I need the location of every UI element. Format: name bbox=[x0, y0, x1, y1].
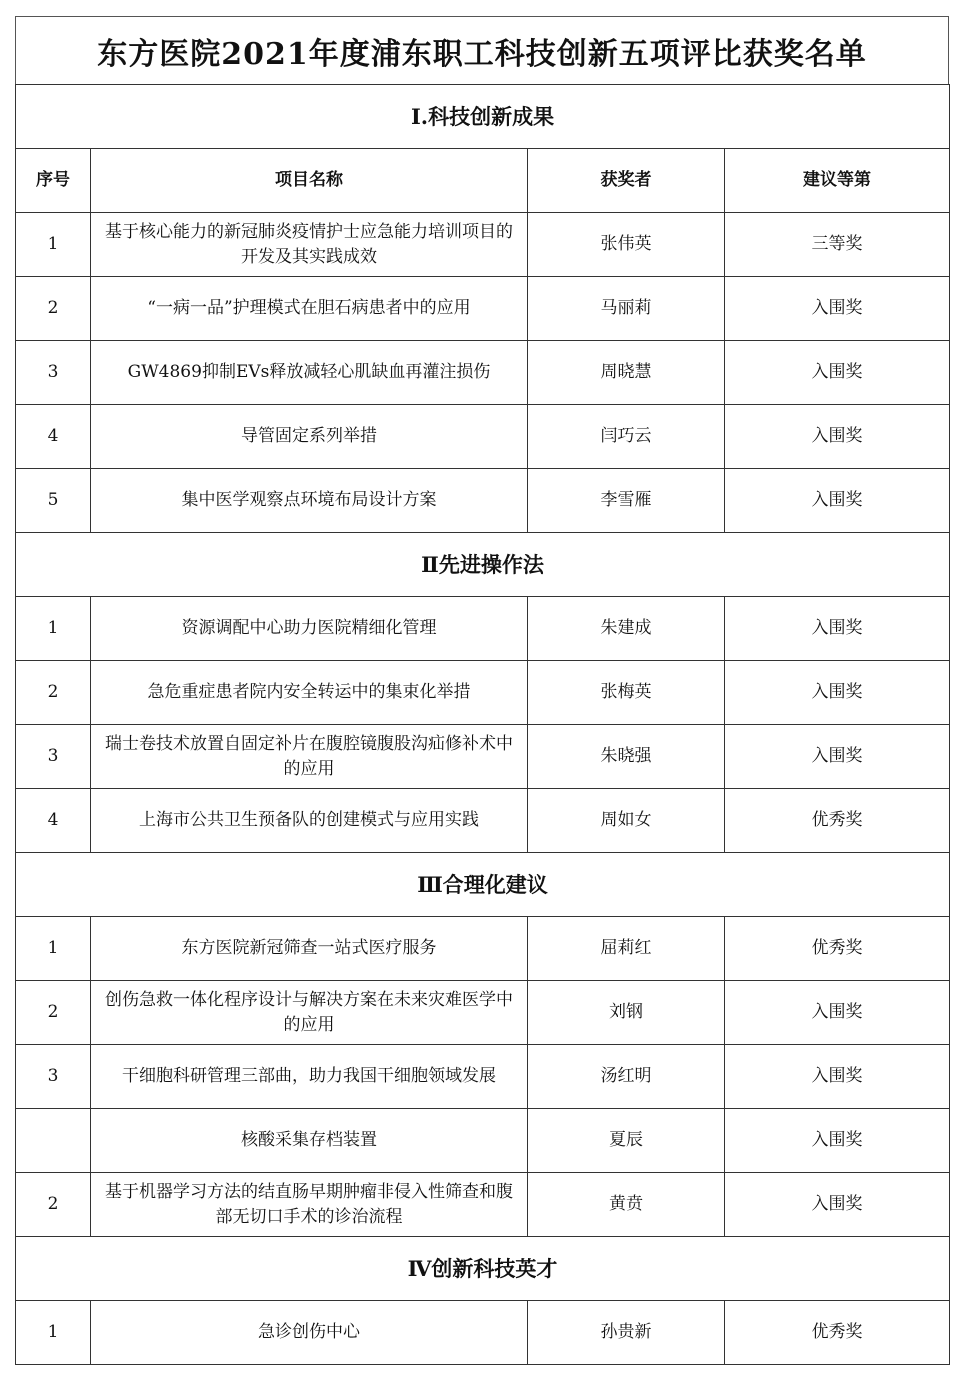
header-number: 序号 bbox=[16, 149, 91, 213]
table-row bbox=[16, 661, 950, 725]
table-row bbox=[16, 725, 950, 789]
grade-cell: 入围奖 bbox=[725, 597, 950, 661]
project-name-cell: 导管固定系列举措 bbox=[91, 405, 528, 469]
section-heading: Ⅳ创新科技英才 bbox=[16, 1237, 950, 1301]
grade-cell: 入围奖 bbox=[725, 405, 950, 469]
column-header-row bbox=[16, 149, 950, 213]
row-number-cell: 3 bbox=[16, 1045, 91, 1109]
winner-cell: 黄贲 bbox=[528, 1173, 725, 1237]
header-grade: 建议等第 bbox=[725, 149, 950, 213]
row-number-cell: 2 bbox=[16, 661, 91, 725]
row-number-cell: 3 bbox=[16, 341, 91, 405]
table-row bbox=[16, 341, 950, 405]
project-name-cell: 基于机器学习方法的结直肠早期肿瘤非侵入性筛查和腹部无切口手术的诊治流程 bbox=[91, 1173, 528, 1237]
table-row bbox=[16, 213, 950, 277]
table-row bbox=[16, 277, 950, 341]
winner-cell: 李雪雁 bbox=[528, 469, 725, 533]
table-row bbox=[16, 597, 950, 661]
project-name-cell: 上海市公共卫生预备队的创建模式与应用实践 bbox=[91, 789, 528, 853]
winner-cell: 张梅英 bbox=[528, 661, 725, 725]
table-row bbox=[16, 917, 950, 981]
award-document bbox=[15, 16, 949, 1365]
header-winner: 获奖者 bbox=[528, 149, 725, 213]
project-name-cell: 急危重症患者院内安全转运中的集束化举措 bbox=[91, 661, 528, 725]
grade-cell: 优秀奖 bbox=[725, 1301, 950, 1365]
table-row bbox=[16, 1045, 950, 1109]
grade-cell: 入围奖 bbox=[725, 1173, 950, 1237]
project-name-cell: 集中医学观察点环境布局设计方案 bbox=[91, 469, 528, 533]
grade-cell: 入围奖 bbox=[725, 277, 950, 341]
winner-cell: 闫巧云 bbox=[528, 405, 725, 469]
grade-cell: 入围奖 bbox=[725, 469, 950, 533]
row-number-cell: 2 bbox=[16, 277, 91, 341]
winner-cell: 张伟英 bbox=[528, 213, 725, 277]
project-name-cell: 基于核心能力的新冠肺炎疫情护士应急能力培训项目的开发及其实践成效 bbox=[91, 213, 528, 277]
winner-cell: 汤红明 bbox=[528, 1045, 725, 1109]
winner-cell: 朱建成 bbox=[528, 597, 725, 661]
section-heading: I.科技创新成果 bbox=[16, 85, 950, 149]
section-heading-row bbox=[16, 1237, 950, 1301]
grade-cell: 入围奖 bbox=[725, 1045, 950, 1109]
grade-cell: 入围奖 bbox=[725, 725, 950, 789]
project-name-cell: 干细胞科研管理三部曲，助力我国干细胞领域发展 bbox=[91, 1045, 528, 1109]
row-number-cell: 1 bbox=[16, 1301, 91, 1365]
header-project-name: 项目名称 bbox=[91, 149, 528, 213]
row-number-cell: 2 bbox=[16, 981, 91, 1045]
winner-cell: 刘钢 bbox=[528, 981, 725, 1045]
winner-cell: 夏辰 bbox=[528, 1109, 725, 1173]
section-heading: Ⅱ先进操作法 bbox=[16, 533, 950, 597]
winner-cell: 周晓慧 bbox=[528, 341, 725, 405]
grade-cell: 优秀奖 bbox=[725, 789, 950, 853]
project-name-cell: 资源调配中心助力医院精细化管理 bbox=[91, 597, 528, 661]
table-row bbox=[16, 981, 950, 1045]
row-number-cell: 1 bbox=[16, 213, 91, 277]
award-table-body bbox=[16, 85, 950, 1365]
table-row bbox=[16, 405, 950, 469]
section-heading-row bbox=[16, 853, 950, 917]
section-heading-row bbox=[16, 533, 950, 597]
row-number-cell: 3 bbox=[16, 725, 91, 789]
grade-cell: 入围奖 bbox=[725, 661, 950, 725]
grade-cell: 入围奖 bbox=[725, 981, 950, 1045]
grade-cell: 优秀奖 bbox=[725, 917, 950, 981]
winner-cell: 朱晓强 bbox=[528, 725, 725, 789]
table-row bbox=[16, 789, 950, 853]
table-row bbox=[16, 1301, 950, 1365]
section-heading: Ⅲ合理化建议 bbox=[16, 853, 950, 917]
project-name-cell: 创伤急救一体化程序设计与解决方案在未来灾难医学中的应用 bbox=[91, 981, 528, 1045]
row-number-cell: 2 bbox=[16, 1173, 91, 1237]
winner-cell: 孙贵新 bbox=[528, 1301, 725, 1365]
row-number-cell: 4 bbox=[16, 789, 91, 853]
project-name-cell: 东方医院新冠筛查一站式医疗服务 bbox=[91, 917, 528, 981]
document-title: 东方医院2021年度浦东职工科技创新五项评比获奖名单 bbox=[15, 16, 949, 84]
row-number-cell bbox=[16, 1109, 91, 1173]
section-heading-row bbox=[16, 85, 950, 149]
winner-cell: 马丽莉 bbox=[528, 277, 725, 341]
row-number-cell: 5 bbox=[16, 469, 91, 533]
winner-cell: 周如女 bbox=[528, 789, 725, 853]
project-name-cell: GW4869抑制EVs释放减轻心肌缺血再灌注损伤 bbox=[91, 341, 528, 405]
grade-cell: 入围奖 bbox=[725, 341, 950, 405]
grade-cell: 三等奖 bbox=[725, 213, 950, 277]
table-row bbox=[16, 469, 950, 533]
grade-cell: 入围奖 bbox=[725, 1109, 950, 1173]
project-name-cell: 瑞士卷技术放置自固定补片在腹腔镜腹股沟疝修补术中的应用 bbox=[91, 725, 528, 789]
project-name-cell: “一病一品”护理模式在胆石病患者中的应用 bbox=[91, 277, 528, 341]
row-number-cell: 4 bbox=[16, 405, 91, 469]
row-number-cell: 1 bbox=[16, 917, 91, 981]
table-row bbox=[16, 1173, 950, 1237]
project-name-cell: 核酸采集存档装置 bbox=[91, 1109, 528, 1173]
table-row bbox=[16, 1109, 950, 1173]
row-number-cell: 1 bbox=[16, 597, 91, 661]
winner-cell: 屈莉红 bbox=[528, 917, 725, 981]
project-name-cell: 急诊创伤中心 bbox=[91, 1301, 528, 1365]
award-table bbox=[15, 84, 950, 1365]
